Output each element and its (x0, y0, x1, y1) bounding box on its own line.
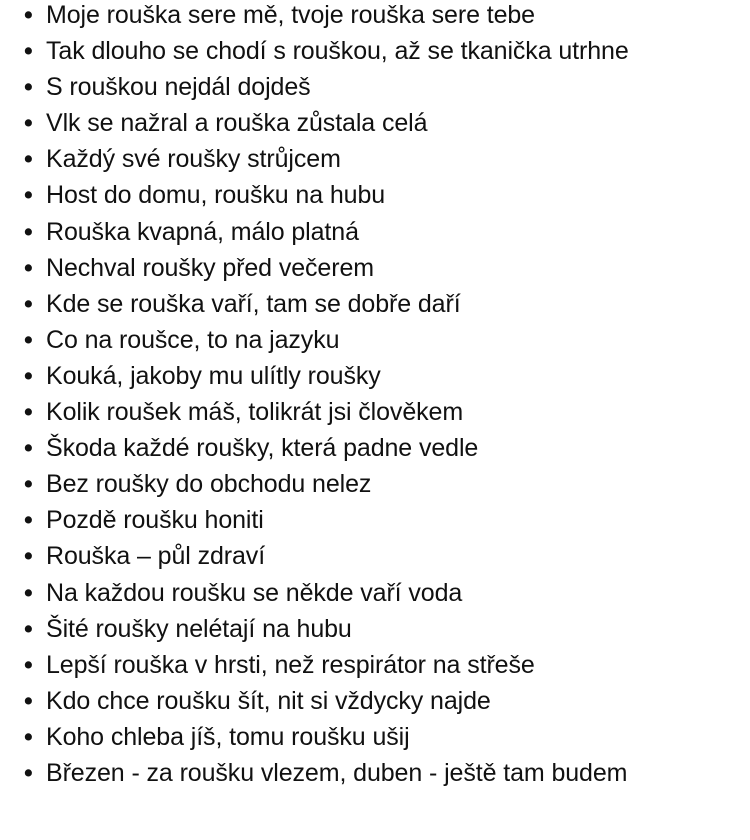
bullet: • (24, 109, 33, 138)
list-item (24, 33, 746, 69)
list-item-text: Koho chleba jíš, tomu roušku ušij (46, 722, 410, 751)
list-item-text: Nechval roušky před večerem (46, 253, 374, 282)
list-item (24, 430, 746, 466)
bullet: • (24, 217, 33, 246)
list-item-text: Pozdě roušku honiti (46, 506, 264, 535)
list-item (24, 683, 746, 719)
list-item (24, 647, 746, 683)
list-item-text: Moje rouška sere mě, tvoje rouška sere tebe (46, 1, 535, 29)
bullet: • (24, 37, 33, 66)
bullet: • (24, 686, 33, 715)
list-item-text: S rouškou nejdál dojdeš (46, 73, 311, 102)
bullet: • (24, 253, 33, 282)
list-item (24, 394, 746, 430)
list-item (24, 250, 746, 286)
list-item-text: Na každou roušku se někde vaří voda (46, 578, 463, 607)
list-item (24, 466, 746, 502)
list-item (24, 755, 746, 791)
list-item-text: Host do domu, roušku na hubu (46, 181, 386, 210)
proverb-list (24, 0, 746, 791)
list-item (24, 141, 746, 177)
list-item (24, 575, 746, 611)
bullet: • (24, 361, 33, 390)
list-item-text: Vlk se nažral a rouška zůstala celá (46, 109, 428, 138)
list-item (24, 0, 746, 33)
bullet: • (24, 73, 33, 102)
list-item-text: Co na roušce, to na jazyku (46, 325, 340, 354)
list-item (24, 322, 746, 358)
list-item (24, 177, 746, 213)
list-item-text: Tak dlouho se chodí s rouškou, až se tkanička utrhne (46, 37, 629, 66)
list-item-text: Rouška – půl zdraví (46, 542, 266, 571)
bullet: • (24, 145, 33, 174)
list-item (24, 611, 746, 647)
list-item-text: Bez roušky do obchodu nelez (46, 470, 372, 499)
bullet: • (24, 398, 33, 427)
bullet: • (24, 289, 33, 318)
list-item (24, 286, 746, 322)
list-item-text: Kdo chce roušku šít, nit si vždycky najde (46, 686, 491, 715)
list-item (24, 69, 746, 105)
list-item (24, 105, 746, 141)
list-item (24, 358, 746, 394)
bullet: • (24, 1, 33, 29)
bullet: • (24, 470, 33, 499)
list-item (24, 214, 746, 250)
list-item-text: Lepší rouška v hrsti, než respirátor na střeše (46, 650, 535, 679)
bullet: • (24, 614, 33, 643)
bullet: • (24, 506, 33, 535)
bullet: • (24, 722, 33, 751)
bullet: • (24, 578, 33, 607)
list-item-text: Kolik roušek máš, tolikrát jsi člověkem (46, 398, 464, 427)
list-item-text: Kouká, jakoby mu ulítly roušky (46, 361, 381, 390)
list-item (24, 502, 746, 538)
bullet: • (24, 542, 33, 571)
list-item-text: Škoda každé roušky, která padne vedle (46, 434, 479, 463)
list-item-text: Šité roušky nelétají na hubu (46, 614, 352, 643)
list-item-text: Březen - za roušku vlezem, duben - ještě tam budem (46, 758, 628, 787)
list-item-text: Rouška kvapná, málo platná (46, 217, 359, 246)
list-item (24, 538, 746, 574)
bullet: • (24, 758, 33, 787)
list-item-text: Kde se rouška vaří, tam se dobře daří (46, 289, 461, 318)
bullet: • (24, 181, 33, 210)
bullet: • (24, 434, 33, 463)
list-item (24, 719, 746, 755)
bullet: • (24, 325, 33, 354)
list-item-text: Každý své roušky strůjcem (46, 145, 341, 174)
bullet: • (24, 650, 33, 679)
